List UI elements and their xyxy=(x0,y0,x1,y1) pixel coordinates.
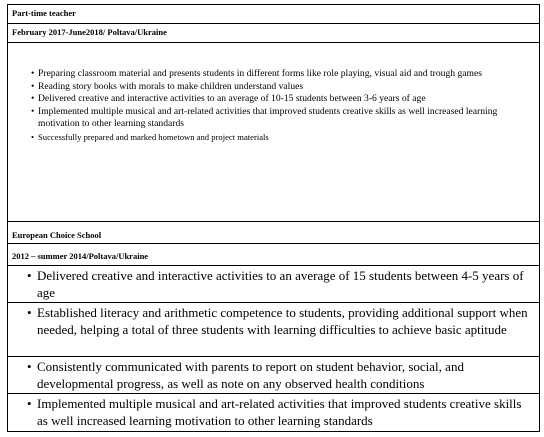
list-item: • Implemented multiple musical and art-related activities that improved students creative skills as well increased learning motivation to other learning standards xyxy=(31,105,498,129)
bullet-icon: • xyxy=(27,396,32,411)
list-item: • Reading story books with morals to make children understand values xyxy=(31,80,304,92)
list-item: • Implemented multiple musical and art-related activities that improved students creative skills as well increased learning motivation to other learning standards xyxy=(27,396,522,428)
list-item: • Delivered creative and interactive activities to an average of 15 students between 4-5 years of age xyxy=(27,268,524,300)
list-item: • Successfully prepared and marked hometown and project materials xyxy=(31,131,269,142)
job1-title-cell xyxy=(7,4,540,24)
job2-title-cell xyxy=(7,221,540,244)
bullet-icon: • xyxy=(27,305,32,320)
job1-title: Part-time teacher xyxy=(12,8,76,18)
job2-bullet-cell-1 xyxy=(7,265,540,303)
bullet-icon: • xyxy=(31,68,35,79)
list-item: • Established literacy and arithmetic competence to students, providing additional support when needed, helping a total of three students with learning difficulties to achieve basic aptitude xyxy=(27,305,528,337)
job2-bullet-cell-4 xyxy=(7,393,540,432)
job2-dates: 2012 – summer 2014/Poltava/Ukraine xyxy=(12,251,149,261)
job2-bullet-cell-3 xyxy=(7,356,540,394)
job1-bullet-list xyxy=(8,68,539,143)
bullet-icon: • xyxy=(27,268,32,283)
job1-dates-cell xyxy=(7,23,540,43)
bullet-icon: • xyxy=(31,105,35,117)
bullet-icon: • xyxy=(31,93,35,104)
bullet-icon: • xyxy=(31,80,35,92)
list-item: • Delivered creative and interactive activities to an average of 10-15 students between 3-6 years of age xyxy=(31,93,426,104)
list-item: • Consistently communicated with parents to report on student behavior, social, and developmental progress, as well as note on any observed health conditions xyxy=(27,359,464,391)
job2-title: European Choice School xyxy=(12,230,102,240)
bullet-icon: • xyxy=(31,131,35,142)
job1-bullets-cell xyxy=(7,42,540,222)
job2-bullet-cell-2 xyxy=(7,302,540,357)
job1-dates: February 2017-June2018/ Poltava/Ukraine xyxy=(12,27,167,37)
job2-dates-cell xyxy=(7,243,540,266)
list-item: • Preparing classroom material and presents students in different forms like role playing, visual aid and trough games xyxy=(31,68,482,79)
bullet-icon: • xyxy=(27,359,32,374)
